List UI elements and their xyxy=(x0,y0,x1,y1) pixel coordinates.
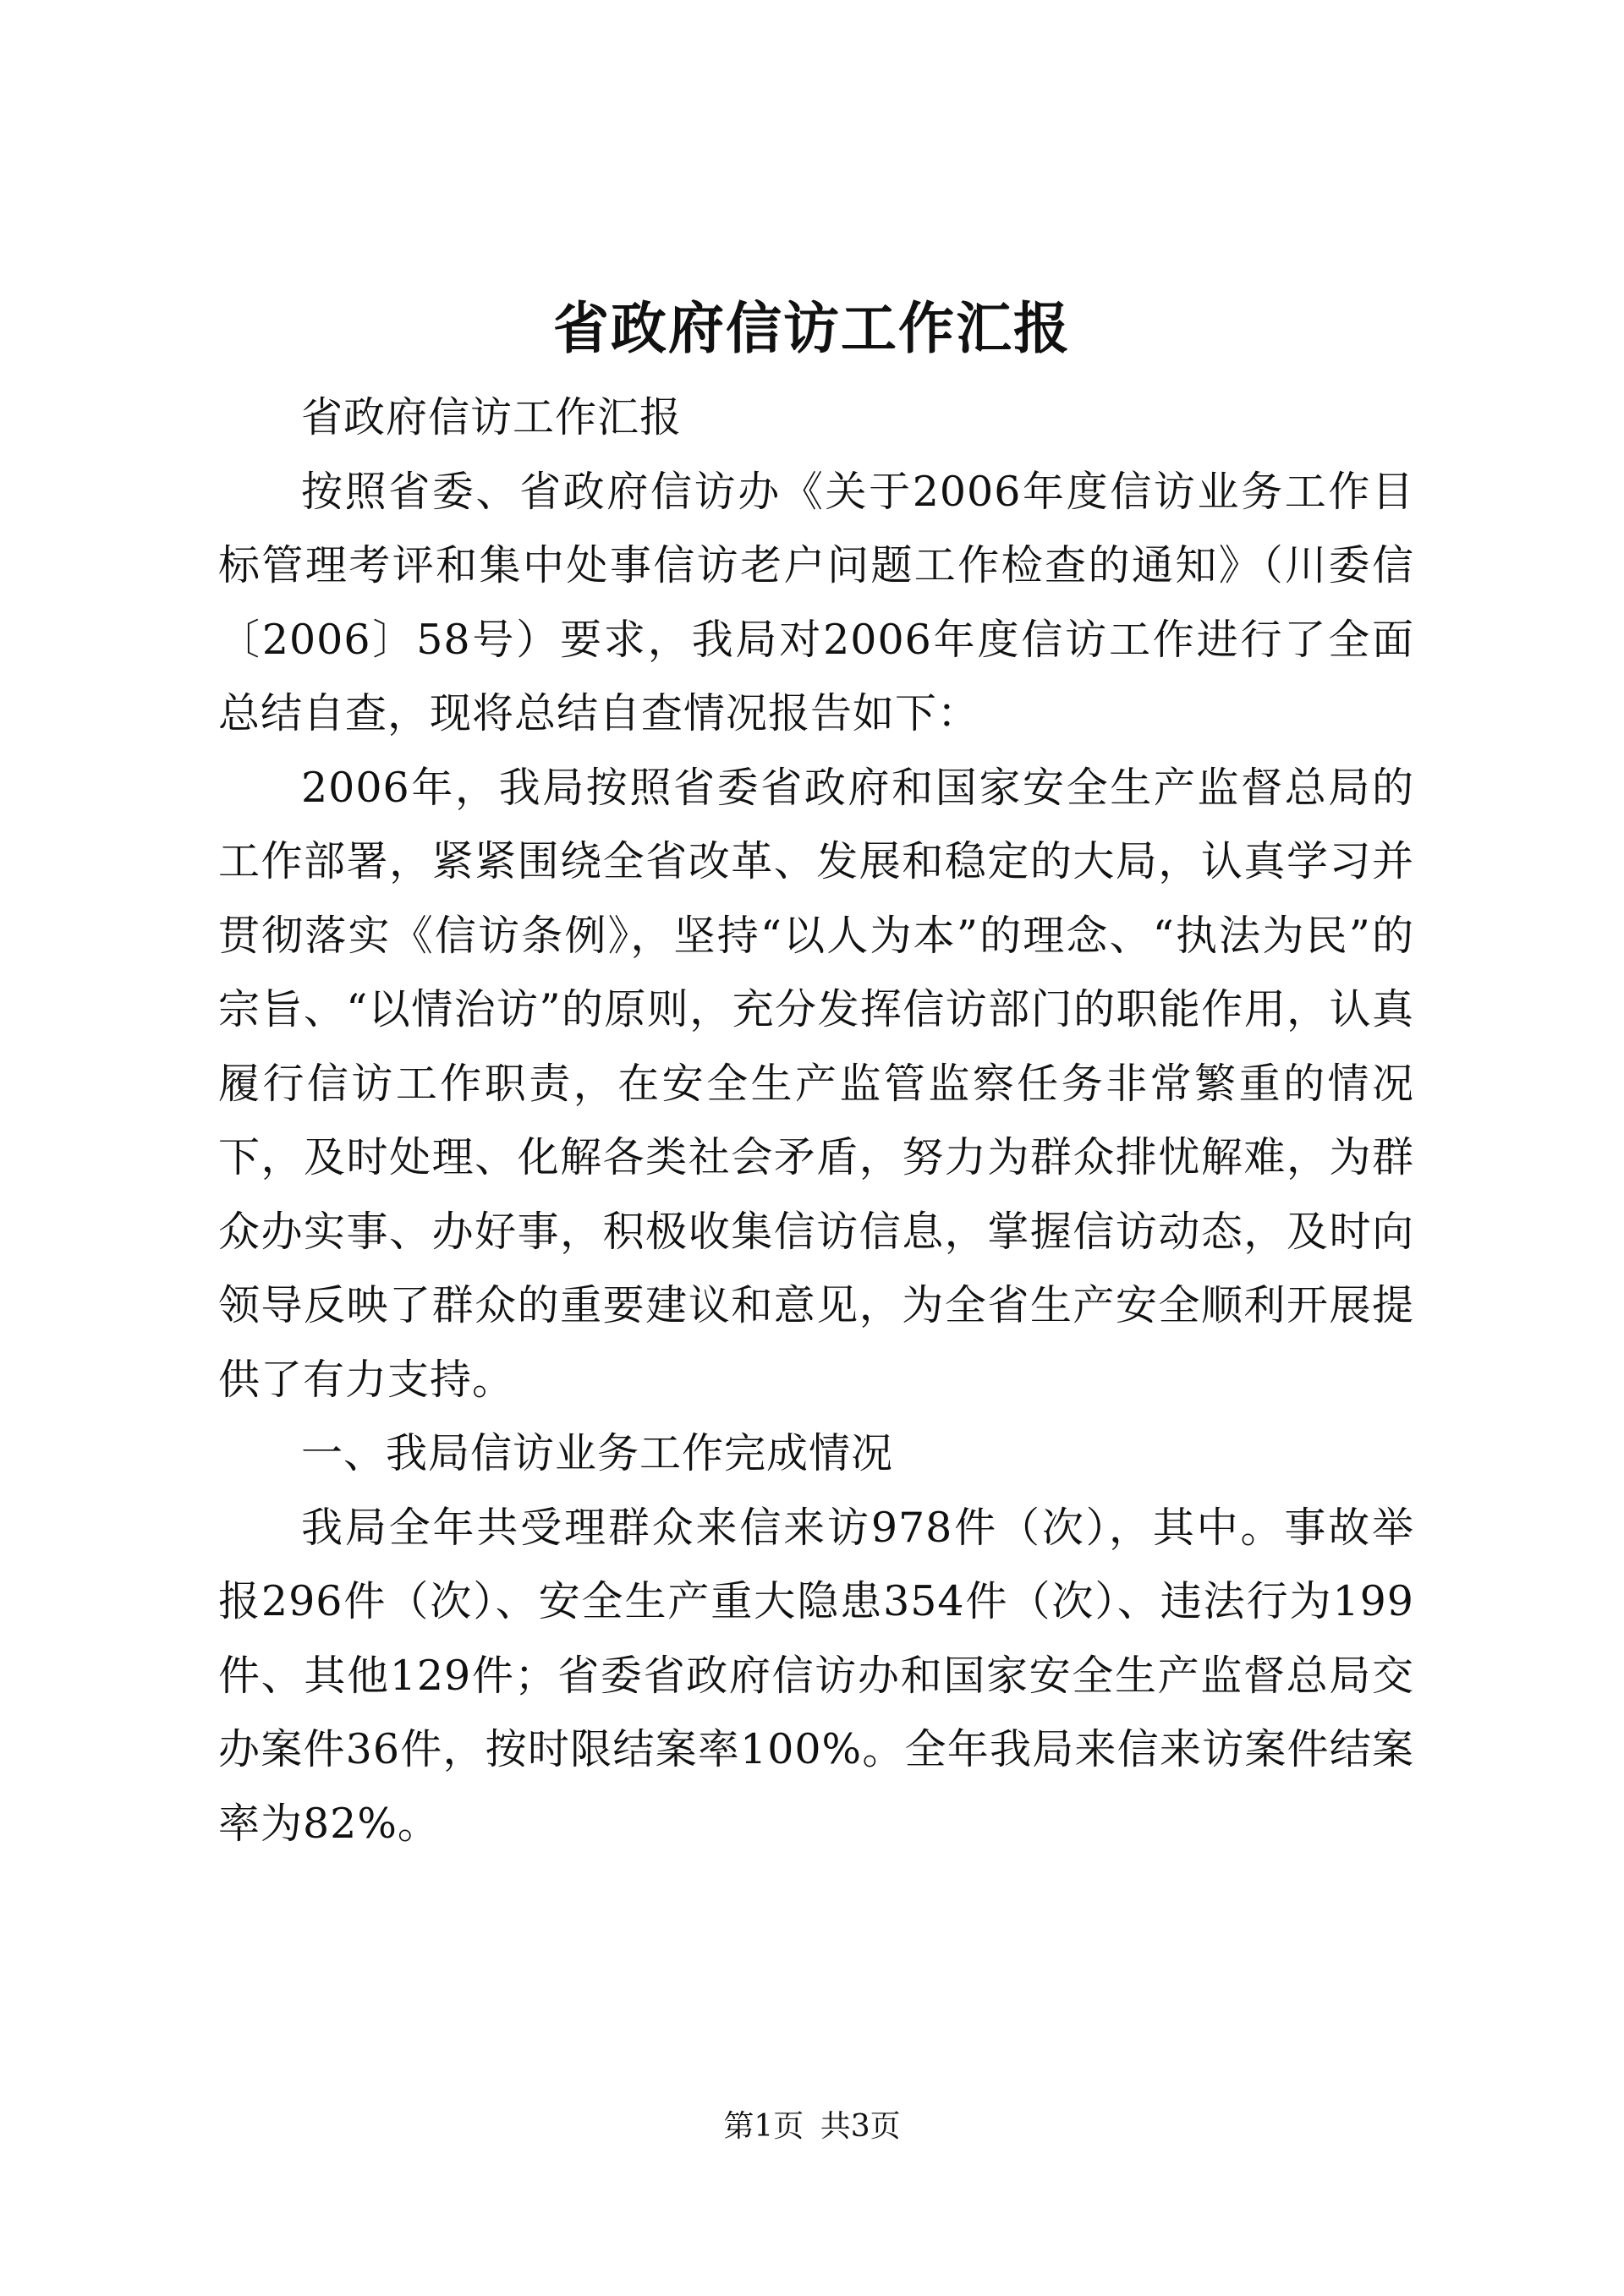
document-body xyxy=(218,381,1414,1860)
paragraph-statistics: 我局全年共受理群众来信来访978件（次），其中。事故举报296件（次）、安全生产重大隐患354件（次）、违法行为199件、其他129件；省委省政府信访办和国家安全生产监督总局交办案件36件，按时限结案率100%。全年我局来信来访案件结案率为82%。 xyxy=(218,1503,1414,1848)
section-heading-1: 一、我局信访业务工作完成情况 xyxy=(301,1429,894,1477)
paragraph-overview: 2006年，我局按照省委省政府和国家安全生产监督总局的工作部署，紧紧围绕全省改革、发展和稳定的大局，认真学习并贯彻落实《信访条例》，坚持“以人为本”的理念、“执法为民”的宗旨、“以情治访”的原则，充分发挥信访部门的职能作用，认真履行信访工作职责，在安全生产监管监察任务非常繁重的情况下，及时处理、化解各类社会矛盾，努力为群众排忧解难，为群众办实事、办好事，积极收集信访信息，掌握信访动态，及时向领导反映了群众的重要建议和意见，为全省生产安全顺利开展提供了有力支持。 xyxy=(218,763,1414,1404)
paragraph-intro: 按照省委、省政府信访办《关于2006年度信访业务工作目标管理考评和集中处事信访老户问题工作检查的通知》（川委信〔2006〕58号）要求，我局对2006年度信访工作进行了全面总结自查，现将总结自查情况报告如下： xyxy=(218,467,1414,737)
page-number: 第1页 共3页 xyxy=(723,2109,901,2144)
document-title: 省政府信访工作汇报 xyxy=(553,295,1071,361)
paragraph-subtitle: 省政府信访工作汇报 xyxy=(301,393,683,441)
